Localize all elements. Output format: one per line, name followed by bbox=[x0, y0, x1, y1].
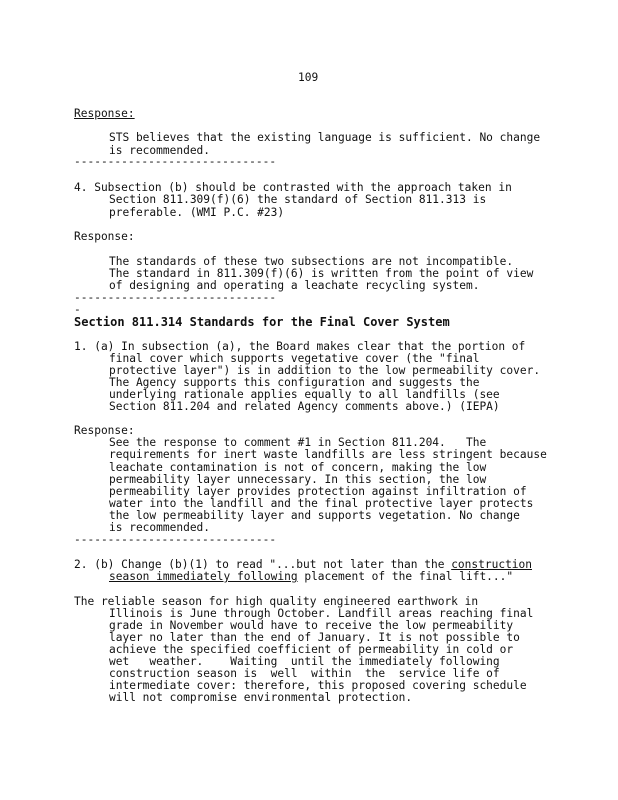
text-line: will not compromise environmental protection. bbox=[109, 691, 413, 704]
text-line: wet weather. Waiting until the immediately following bbox=[109, 655, 500, 668]
text-line: See the response to comment #1 in Section 811.204. The bbox=[109, 436, 487, 449]
response-label: Response: bbox=[74, 424, 135, 437]
text-line: STS believes that the existing language is sufficient. No change bbox=[109, 131, 541, 144]
comment-line: final cover which supports vegetative cover (the "final bbox=[109, 352, 480, 365]
text-line: The standards of these two subsections are not incompatible. bbox=[109, 255, 514, 268]
text-line: is recommended. bbox=[109, 144, 211, 157]
text-line: permeability layer unnecessary. In this section, the low bbox=[109, 473, 487, 486]
comment-line: protective layer") is in addition to the low permeability cover. bbox=[109, 364, 541, 377]
response-label: Response: bbox=[74, 230, 135, 243]
text-line: Illinois is June through October. Landfill areas reaching final bbox=[109, 607, 534, 620]
text-line: water into the landfill and the final protective layer protects bbox=[109, 497, 534, 510]
text-line: achieve the specified coefficient of permeability in cold or bbox=[109, 643, 514, 656]
underlined-text: construction bbox=[451, 558, 533, 571]
text-line: intermediate cover: therefore, this proposed covering schedule bbox=[109, 679, 527, 692]
text-line: requirements for inert waste landfills are less stringent because bbox=[109, 448, 547, 461]
response-label: Response: bbox=[74, 107, 135, 120]
text-line: grade in November would have to receive the low permeability bbox=[109, 619, 514, 632]
comment-line: Section 811.309(f)(6) the standard of Section 811.313 is bbox=[109, 193, 487, 206]
underlined-text: season immediately following bbox=[109, 570, 298, 583]
comment-line: Section 811.204 and related Agency comments above.) (IEPA) bbox=[109, 400, 500, 413]
page-number: 109 bbox=[298, 71, 319, 84]
text-line: layer no later than the end of January. It is not possible to bbox=[109, 631, 520, 644]
divider: ------------------------------ bbox=[74, 533, 277, 546]
comment-line: The Agency supports this configuration and suggests the bbox=[109, 376, 480, 389]
divider-tail: - bbox=[74, 303, 81, 316]
text-line: of designing and operating a leachate recycling system. bbox=[109, 279, 480, 292]
comment-line: preferable. (WMI P.C. #23) bbox=[109, 206, 285, 219]
comment-line: underlying rationale applies equally to all landfills (see bbox=[109, 388, 500, 401]
divider: ------------------------------ bbox=[74, 155, 277, 168]
text-line: permeability layer provides protection against infiltration of bbox=[109, 485, 527, 498]
divider: ------------------------------ bbox=[74, 291, 277, 304]
comment-text: 2. (b) Change (b)(1) to read "...but not later than the bbox=[74, 558, 452, 571]
comment-line: 1. (a) In subsection (a), the Board makes clear that the portion of bbox=[74, 340, 526, 353]
comment-line: 4. Subsection (b) should be contrasted with the approach taken in bbox=[74, 181, 512, 194]
comment-line bbox=[109, 571, 513, 583]
text-line: the low permeability layer and supports vegetation. No change bbox=[109, 509, 520, 522]
text-line: is recommended. bbox=[109, 521, 211, 534]
text-line: leachate contamination is not of concern, making the low bbox=[109, 461, 487, 474]
comment-text: placement of the final lift..." bbox=[297, 570, 514, 583]
text-line: The standard in 811.309(f)(6) is written from the point of view bbox=[109, 267, 534, 280]
text-line: The reliable season for high quality engineered earthwork in bbox=[74, 595, 479, 608]
section-heading: Section 811.314 Standards for the Final Cover System bbox=[74, 315, 450, 329]
text-line: construction season is well within the service life of bbox=[109, 667, 500, 680]
